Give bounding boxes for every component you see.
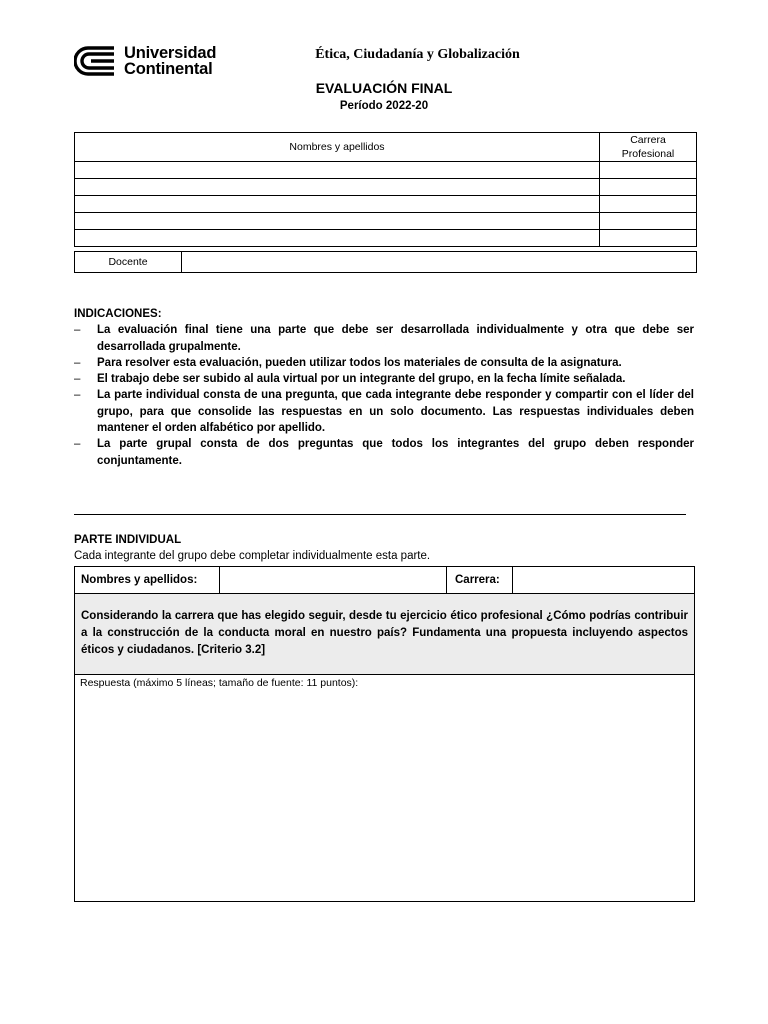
student-name-cell[interactable] <box>75 196 600 213</box>
indicaciones-list <box>74 322 694 469</box>
career-label: Carrera: <box>447 567 513 593</box>
parte-individual-title: PARTE INDIVIDUAL <box>74 534 182 546</box>
career-header-line-1: Carrera <box>630 134 666 146</box>
career-field[interactable] <box>513 567 694 593</box>
docente-label: Docente <box>75 252 182 273</box>
logo-line-2: Continental <box>124 60 213 78</box>
indicaciones-title: INDICACIONES: <box>74 308 162 320</box>
course-title: Ética, Ciudadanía y Globalización <box>315 47 520 62</box>
student-career-cell[interactable] <box>600 230 697 247</box>
career-column-header <box>600 133 697 162</box>
students-table-header <box>75 133 697 162</box>
indicacion-item: – Para resolver esta evaluación, pueden utilizar todos los materiales de consulta de la asignatura. <box>74 355 694 371</box>
answer-area[interactable] <box>75 675 694 691</box>
student-name-cell[interactable] <box>75 162 600 179</box>
student-name-cell[interactable] <box>75 179 600 196</box>
logo-line-1: Universidad <box>124 44 217 62</box>
student-career-cell[interactable] <box>600 179 697 196</box>
student-row <box>75 196 697 213</box>
parte-individual-subtitle: Cada integrante del grupo debe completar individualmente esta parte. <box>74 550 431 562</box>
docente-value-cell[interactable] <box>182 252 697 273</box>
students-table <box>74 132 697 247</box>
name-field[interactable] <box>220 567 447 593</box>
student-name-cell[interactable] <box>75 230 600 247</box>
individual-form <box>74 566 695 902</box>
indicacion-item: – La parte grupal consta de dos preguntas que todos los integrantes del grupo deben responder conjuntamente. <box>74 436 694 469</box>
section-divider <box>74 514 686 515</box>
student-row <box>75 230 697 247</box>
student-row <box>75 213 697 230</box>
indicacion-item: – La parte individual consta de una pregunta, que cada integrante debe responder y compartir con el líder del grupo, para que consolide las respuestas en un solo documento. Las respuestas individuales deben mantener el orden alfabético por apellido. <box>74 387 694 436</box>
student-row <box>75 162 697 179</box>
indicacion-item: – La evaluación final tiene una parte que debe ser desarrollada individualmente y otra que debe ser desarrollada grupalmente. <box>74 322 694 355</box>
evaluation-title: EVALUACIÓN FINAL <box>315 80 453 96</box>
logo-text <box>124 45 216 77</box>
question-text: Considerando la carrera que has elegido seguir, desde tu ejercicio ético profesional ¿Cómo podrías contribuir a la construcción de la conducta moral en nuestro país? Fundamenta una propuesta incluyendo aspectos éticos y ciudadanos. [Criterio 3.2] <box>75 594 694 675</box>
form-header-row <box>75 567 694 594</box>
student-career-cell[interactable] <box>600 196 697 213</box>
names-column-header: Nombres y apellidos <box>75 133 600 162</box>
indicaciones-section <box>74 306 694 469</box>
continental-logo-icon <box>74 44 120 78</box>
career-header-line-2: Profesional <box>621 148 675 160</box>
student-career-cell[interactable] <box>600 162 697 179</box>
answer-label: Respuesta (máximo 5 líneas; tamaño de fuente: 11 puntos): <box>80 677 359 689</box>
university-logo <box>74 42 234 80</box>
docente-table <box>74 251 697 273</box>
name-label: Nombres y apellidos: <box>75 567 220 593</box>
student-career-cell[interactable] <box>600 213 697 230</box>
period-label: Período 2022-20 <box>339 100 429 112</box>
indicacion-item: – El trabajo debe ser subido al aula virtual por un integrante del grupo, en la fecha límite señalada. <box>74 371 694 387</box>
student-name-cell[interactable] <box>75 213 600 230</box>
student-row <box>75 179 697 196</box>
